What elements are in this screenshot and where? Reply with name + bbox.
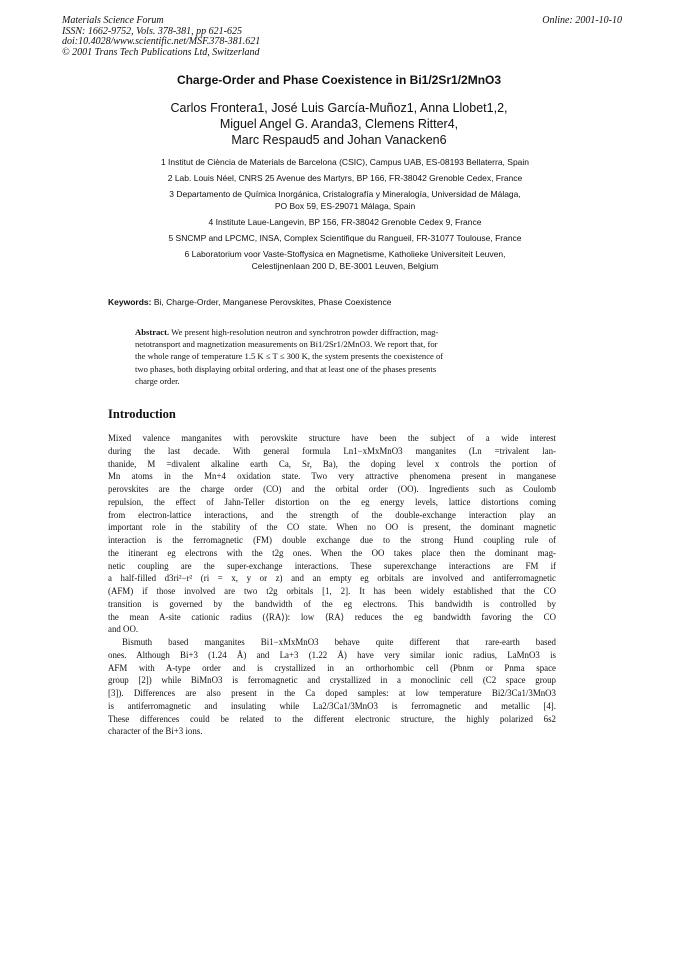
body-line: perovskites are the charge order (CO) and the orbital order (OO). Ingredients such as Coulomb	[108, 484, 556, 494]
body-line: AFM with A-type order and is crystallized in an orthorhombic cell (Pbnm or Pnma space	[108, 662, 556, 673]
affiliation-list	[70, 156, 620, 276]
introduction-body	[108, 432, 556, 738]
body-line: ones. Although Bi+3 (1.24 Å) and La+3 (1.22 Å) have very similar ionic radius, LaMnO3 is	[108, 649, 556, 660]
body-line: during the last decade. With general formula Ln1−xMxMnO3 manganites (Ln =trivalent lan-	[108, 445, 556, 456]
abstract-line: netotransport and magnetization measurements on Bi1/2Sr1/2MnO3. We report that, for	[135, 339, 438, 350]
abstract-label: Abstract.	[135, 327, 170, 337]
doi-line: doi:10.4028/www.scientific.net/MSF.378-381.621	[62, 36, 261, 47]
body-line: transition is governed by the bandwidth of the eg electrons. This bandwidth is controlled by	[108, 598, 556, 609]
body-line: netic coupling are the super-exchange interactions. These superexchange interactions are FM if	[108, 560, 556, 571]
body-line: Bismuth based manganites Bi1−xMxMnO3 behave quite different that rare-earth based	[122, 637, 556, 647]
journal-name: Materials Science Forum	[62, 15, 164, 26]
section-heading: Introduction	[108, 407, 176, 421]
affiliation	[70, 248, 620, 272]
abstract-line: charge order.	[135, 375, 180, 386]
affiliation	[70, 156, 620, 168]
affiliation-line: 6 Laboratorium voor Vaste-Stoffysica en Magnetisme, Katholieke Universiteit Leuven,	[184, 249, 506, 259]
keywords	[108, 297, 578, 307]
body-line: the itinerant eg electrons with the t2g ones. When the OO takes place then the dominant mag-	[108, 547, 556, 558]
keywords-label: Keywords:	[108, 297, 152, 307]
abstract	[135, 326, 547, 387]
affiliation	[70, 188, 620, 212]
body-line: interaction is the ferromagnetic (FM) double exchange due to the strong Hund coupling rule of	[108, 535, 556, 545]
abstract-line: the whole range of temperature 1.5 K ≤ T ≤ 300 K, the system presents the coexistence of	[135, 351, 444, 362]
affiliation	[70, 216, 620, 228]
body-line: important role in the stability of the CO state. When no OO is present, the dominant magnetic	[108, 522, 556, 533]
body-line: group [2]) while BiMnO3 is ferromagnetic and crystallized in a monoclinic cell (C2 space group	[108, 675, 556, 686]
author-line: Carlos Frontera1, José Luis García-Muñoz1, Anna Llobet1,2,	[170, 101, 508, 115]
body-line: Mixed valence manganites with perovskite structure have been the subject of a wide interest	[108, 433, 556, 443]
body-line: a half-filled d3ri²−r² (ri = x, y or z) and an empty eg orbitals are involved and antiferromagnetic	[108, 573, 556, 584]
affiliation-line: PO Box 59, ES-29071 Málaga, Spain	[274, 201, 416, 211]
body-line: thanide, M =divalent alkaline earth Ca, Sr, Ba), the doping level x controls the portion of	[108, 458, 556, 469]
body-line: and OO.	[108, 624, 139, 635]
paper-title: Charge-Order and Phase Coexistence in Bi1/2Sr1/2MnO3	[176, 73, 502, 87]
abstract-line: two phases, both displaying orbital ordering, and that at least one of the phases presents	[135, 363, 437, 374]
affiliation-line: Celestijnenlaan 200 D, BE-3001 Leuven, Belgium	[251, 261, 439, 271]
author-line: Marc Respaud5 and Johan Vanacken6	[231, 133, 447, 147]
affiliation-line: 4 Institute Laue-Langevin, BP 156, FR-38042 Grenoble Cedex 9, France	[208, 217, 482, 227]
issn-line: ISSN: 1662-9752, Vols. 378-381, pp 621-625	[62, 25, 242, 37]
body-line: from electron-lattice interactions, and the strength of the double-exchange interaction play an	[108, 509, 556, 520]
online-date: Online: 2001-10-10	[542, 15, 622, 26]
affiliation-line: 3 Departamento de Química Inorgánica, Cristalografía y Mineralogía, Universidad de Málaga,	[169, 189, 521, 199]
body-line: These differences could be related to the different electronic structure, the highly polarized 6s2	[108, 713, 556, 724]
body-line: character of the Bi+3 ions.	[108, 726, 203, 737]
body-line: [3]). Differences are also present in the Ca doped samples: at low temperature Bi2/3Ca1/3MnO3	[108, 688, 556, 698]
abstract-text: We present high-resolution neutron and synchrotron powder diffraction, mag-	[171, 327, 439, 337]
affiliation-line: 2 Lab. Louis Néel, CNRS 25 Avenue des Martyrs, BP 166, FR-38042 Grenoble Cedex, France	[167, 173, 523, 183]
abstract-line	[135, 326, 547, 338]
keywords-text: Bi, Charge-Order, Manganese Perovskites, Phase Coexistence	[153, 297, 392, 307]
publication-header	[62, 16, 622, 58]
affiliation	[70, 232, 620, 244]
body-line: (AFM) if those involved are two t2g orbitals [1, 2]. It has been widely established that the CO	[108, 586, 556, 596]
affiliation	[70, 172, 620, 184]
body-line: Mn atoms in the Mn+4 oxidation state. Two very attractive phenomena present in manganese	[108, 471, 556, 482]
body-line: repulsion, the effect of Jahn-Teller distortion on the eg energy levels, lattice distortions coming	[108, 496, 556, 507]
body-line: the mean A-site cationic radius (⟨RA⟩): low ⟨RA⟩ reduces the eg bandwidth favoring the CO	[108, 611, 556, 622]
affiliation-line: 5 SNCMP and LPCMC, INSA, Complex Scientifique du Rangueil, FR-31077 Toulouse, France	[168, 233, 522, 243]
author-list	[0, 100, 678, 148]
affiliation-line: 1 Institut de Ciència de Materials de Barcelona (CSIC), Campus UAB, ES-08193 Bellaterra, Spain	[160, 157, 530, 167]
author-line: Miguel Angel G. Aranda3, Clemens Ritter4,	[219, 117, 459, 131]
copyright-line: © 2001 Trans Tech Publications Ltd, Switzerland	[62, 46, 260, 58]
body-line: is antiferromagnetic and insulating while La2/3Ca1/3MnO3 is ferromagnetic and metallic [4].	[108, 700, 556, 711]
